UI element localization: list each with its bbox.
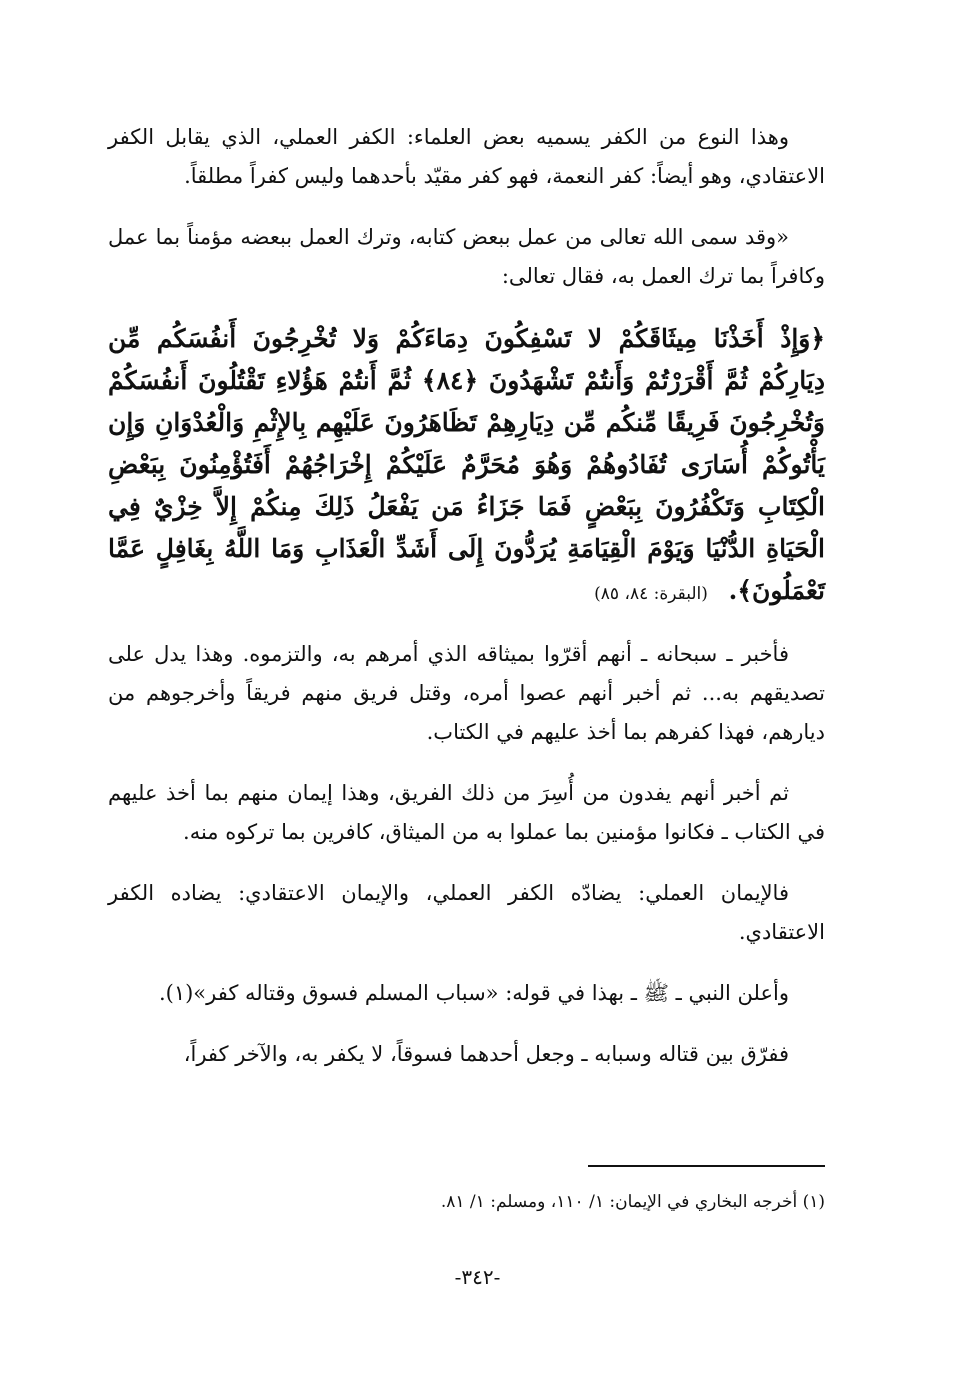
main-text-column <box>108 118 825 1096</box>
paragraph-1: وهذا النوع من الكفر يسميه بعض العلماء: الكفر العملي، الذي يقابل الكفر الاعتقادي، وهو أيضاً: كفر النعمة، فهو كفر مقيّد بأحدهما وليس كفراً مطلقاً. <box>108 125 825 188</box>
paragraph-5: فالإيمان العملي: يضادّه الكفر العملي، والإيمان الاعتقادي: يضاده الكفر الاعتقادي. <box>108 881 825 944</box>
footnote: (١) أخرجه البخاري في الإيمان: ١/ ١١٠، ومسلم: ١/ ٨١. <box>440 1192 825 1212</box>
footnote-divider <box>588 1165 825 1167</box>
verse-text: ﴿وَإِذْ أَخَذْنَا مِيثَاقَكُمْ لا تَسْفِكُونَ دِمَاءَكُمْ وَلا تُخْرِجُونَ أَنفُسَكُم مِّن دِيَارِكُمْ ثُمَّ أَقْرَرْتُمْ وَأَنتُمْ تَشْهَدُونَ ﴿٨٤﴾ ثُمَّ أَنتُمْ هَؤُلاءِ تَقْتُلُونَ أَنفُسَكُمْ وَتُخْرِجُونَ فَرِيقًا مِّنكُم مِّن دِيَارِهِمْ تَظَاهَرُونَ عَلَيْهِم بِالإِثْمِ وَالْعُدْوَانِ وَإِن يَأْتُوكُمْ أُسَارَى تُفَادُوهُمْ وَهُوَ مُحَرَّمٌ عَلَيْكُمْ إِخْرَاجُهُمْ أَفَتُؤْمِنُونَ بِبَعْضِ الْكِتَابِ وَتَكْفُرُونَ بِبَعْضٍ فَمَا جَزَاءُ مَن يَفْعَلُ ذَلِكَ مِنكُمْ إِلاَّ خِزْيٌ فِي الْحَيَاةِ الدُّنْيَا وَيَوْمَ الْقِيَامَةِ يُرَدُّونَ إِلَى أَشَدِّ الْعَذَابِ وَمَا اللَّهُ بِغَافِلٍ عَمَّا تَعْمَلُونَ﴾. <box>108 324 825 605</box>
quran-verse-block <box>108 318 825 615</box>
paragraph-3: فأخبر ـ سبحانه ـ أنهم أقرّوا بميثاقه الذي أمرهم به، والتزموه. وهذا يدل على تصديقهم به... ثم أخبر أنهم عصوا أمره، وقتل فريق منهم فريقاً وأخرجوهم من ديارهم، فهذا كفرهم بما أخذ عليهم في الكتاب. <box>108 642 825 744</box>
paragraph-2: «وقد سمى الله تعالى من عمل ببعض كتابه، وترك العمل ببعضه مؤمناً بما عمل وكافراً بما ترك العمل به، فقال تعالى: <box>108 225 825 288</box>
paragraph-4: ثم أخبر أنهم يفدون من أُسِرَ من ذلك الفريق، وهذا إيمان منهم بما أخذ عليهم في الكتاب ـ فكانوا مؤمنين بما عملوا به من الميثاق، كافرين بما تركوه منه. <box>108 781 825 844</box>
paragraph-7: ففرّق بين قتاله وسبابه ـ وجعل أحدهما فسوقاً، لا يكفر به، والآخر كفراً، <box>183 1042 789 1066</box>
verse-reference: (البقرة: ٨٤، ٨٥) <box>594 584 708 604</box>
paragraph-6: وأعلن النبي ـ ﷺ ـ بهذا في قوله: «سباب المسلم فسوق وقتاله كفر»(١). <box>158 981 789 1005</box>
page-number: -٣٤٢- <box>454 1265 501 1289</box>
